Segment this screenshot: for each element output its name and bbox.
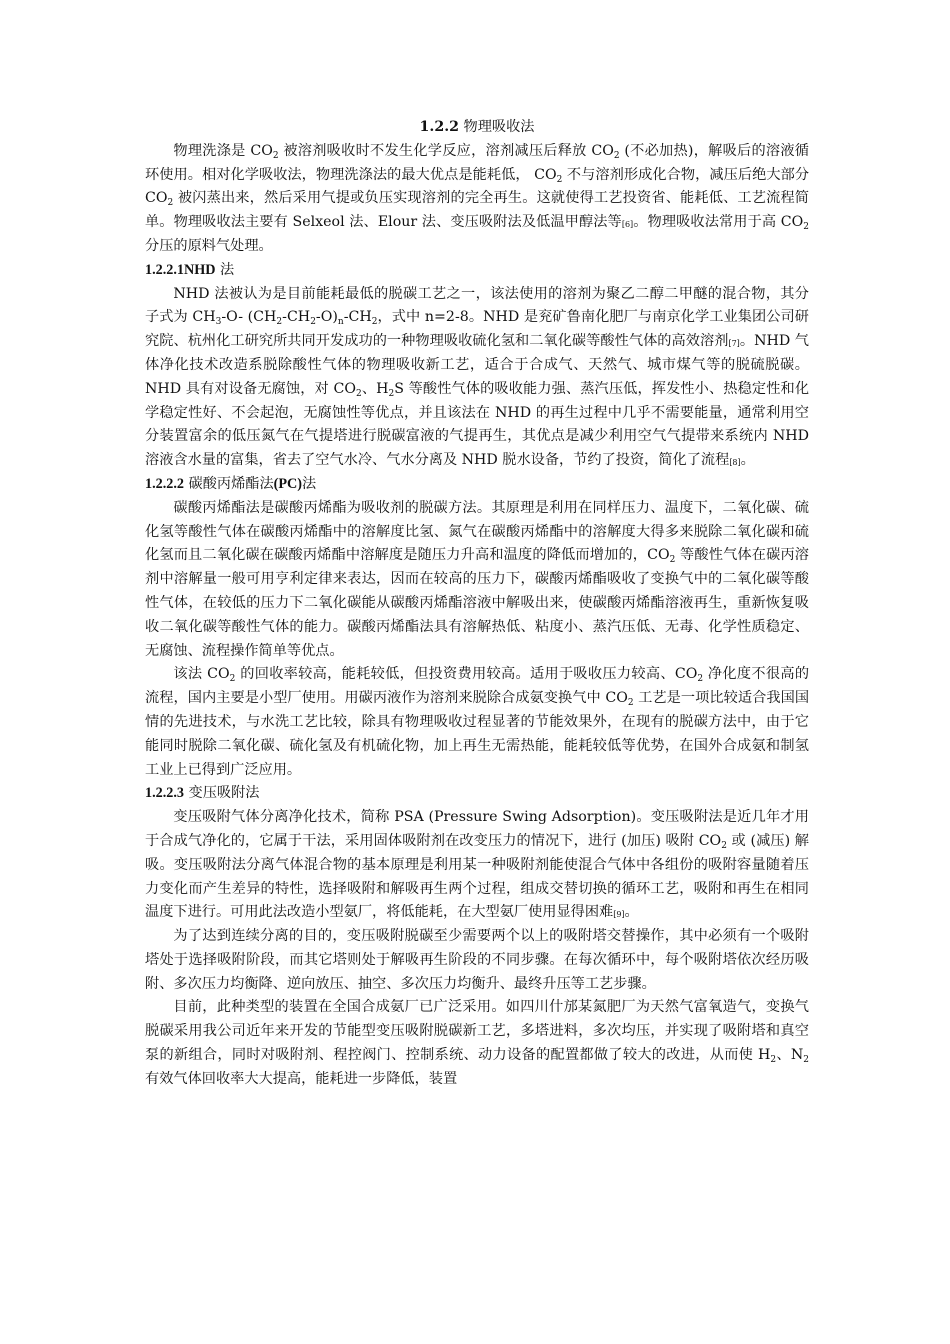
paragraph-pc-application: 该法 $CO_2$ 的回收率较高，能耗较低，但投资费用较高。适用于吸收压力较高、$CO_2$ 净化度不很高的流程，国内主要是小型厂使用。用碳丙液作为溶剂来脱除合成氨变换气中 $CO_2$ 工艺是一项比较适合我国国情的先进技术，与水洗工艺比较，除具有物理吸收过程显著的节能效果外，在现有的脱碳方法中，由于它能同时脱除二氧化碳、硫化氢及有机硫化物，加上再生无需热能，能耗较低等优势，在国外合成氨和制氢工业上已得到广泛应用。 xyxy=(145,666,810,778)
section-heading xyxy=(145,116,809,140)
citation: [7] xyxy=(728,339,740,349)
paragraph-pc-principle: 碳酸丙烯酯法是碳酸丙烯酯为吸收剂的脱碳方法。其原理是利用在同样压力、温度下，二氧化碳、硫化氢等酸性气体在碳酸丙烯酯中的溶解度比氢、氮气在碳酸丙烯酯中的溶解度大得多来脱除二氧化碳和硫化氢而且二氧化碳在碳酸丙烯酯中溶解度是随压力升高和温度的降低而增加的，$CO_2$ 等酸性气体在碳丙溶剂中溶解量一般可用亨利定律来表达，因而在较高的压力下，碳酸丙烯酯吸收了变换气中的二氧化碳等酸性气体，在较低的压力下二氧化碳能从碳酸丙烯酯溶液中解吸出来，使碳酸丙烯酯溶液再生，重新恢复吸收二氧化碳等酸性气体的能力。碳酸丙烯酯法具有溶解热低、粘度小、蒸汽压低、无毒、化学性质稳定、无腐蚀、流程操作简单等优点。 xyxy=(145,499,809,659)
section-title: 物理吸收法 xyxy=(459,119,535,135)
paragraph-nhd: NHD 法被认为是目前能耗最低的脱碳工艺之一，该法使用的溶剂为聚乙二醇二甲醚的混合物，其分子式为 $CH_3-O-$ $(CH_2-CH_2-O)_n-CH_2$，式中 n=2-8。NHD 是兖矿鲁南化肥厂与南京化学工业集团公司研究院、杭州化工研究所共同开发成功的一种物理吸收硫化氢和二氧化碳等酸性气体的高效溶剂[7]。NHD 气体净化技术改造系脱除酸性气体的物理吸收新工艺，适合于合成气、天然气、城市煤气等的脱硫脱碳。NHD 具有对设备无腐蚀，对 $CO_2$、$H_2S$ 等酸性气体的吸收能力强、蒸汽压低，挥发性小、热稳定性和化学稳定性好、不会起泡，无腐蚀性等优点，并且该法在 NHD 的再生过程中几乎不需要能量，通常利用空分装置富余的低压氮气在气提塔进行脱碳富液的气提再生，其优点是减少利用空气气提带来系统内 NHD 溶液含水量的富集，省去了空气水冷、气水分离及 NHD 脱水设备，节约了投资，简化了流程[8]。 xyxy=(145,285,810,469)
paragraph-psa-cycle: 为了达到连续分离的目的，变压吸附脱碳至少需要两个以上的吸附塔交替操作，其中必须有一个吸附塔处于选择吸附阶段，而其它塔则处于解吸再生阶段的不同步骤。在每次循环中，每个吸附塔依次经历吸附、多次压力均衡降、逆向放压、抽空、多次压力均衡升、最终升压等工艺步骤。 xyxy=(145,928,809,992)
subsection-heading-pc: 1.2.2.2 碳酸丙烯酯法(PC)法 xyxy=(145,475,317,492)
document-page xyxy=(145,116,809,1092)
paragraph-psa-principle: 变压吸附气体分离净化技术，简称 PSA (Pressure Swing Adsorption)。变压吸附法是近几年才用于合成气净化的，它属于干法，采用固体吸附剂在改变压力的情况下，进行 (加压) 吸附 $CO_2$ 或 (减压) 解吸。变压吸附法分离气体混合物的基本原理是利用某一种吸附剂能使混合气体中各组份的吸附容量随着压力变化而产生差异的特性，选择吸附和解吸再生两个过程，组成交替切换的循环工艺，吸附和再生在相同温度下进行。可用此法改造小型氨厂，将低能耗，在大型氨厂使用显得困难[9]。 xyxy=(145,809,809,921)
citation: [8] xyxy=(729,458,741,468)
citation: [9] xyxy=(613,910,625,920)
subsection-heading-psa: 1.2.2.3 变压吸附法 xyxy=(145,785,260,802)
paragraph-physical-washing: 物理洗涤是 $CO_2$ 被溶剂吸收时不发生化学反应，溶剂减压后释放 $CO_2$ (不必加热)，解吸后的溶液循环使用。相对化学吸收法，物理洗涤法的最大优点是能耗低， $CO_2$ 不与溶剂形成化合物，减压后绝大部分 $CO_2$ 被闪蒸出来，然后采用气提或负压实现溶剂的完全再生。这就使得工艺投资省、能耗低、工艺流程简单。物理吸收法主要有 Selxeol 法、Elour 法、变压吸附法及低温甲醇法等[6]。物理吸收法常用于高 $CO_2$ 分压的原料气处理。 xyxy=(145,142,810,254)
paragraph-psa-example: 目前，此种类型的装置在全国合成氨厂已广泛采用。如四川什邡某氮肥厂为天然气富氧造气，变换气脱碳采用我公司近年来开发的节能型变压吸附脱碳新工艺，多塔进料，多次均压，并实现了吸附塔和真空泵的新组合，同时对吸附剂、程控阀门、控制系统、动力设备的配置都做了较大的改进，从而使 $H_2$、$N_2$ 有效气体回收率大大提高，能耗进一步降低，装置 xyxy=(145,999,809,1087)
subsection-heading-nhd: 1.2.2.1NHD 法 xyxy=(145,261,235,278)
citation: [6] xyxy=(621,220,634,230)
section-number: 1.2.2 xyxy=(419,119,460,135)
